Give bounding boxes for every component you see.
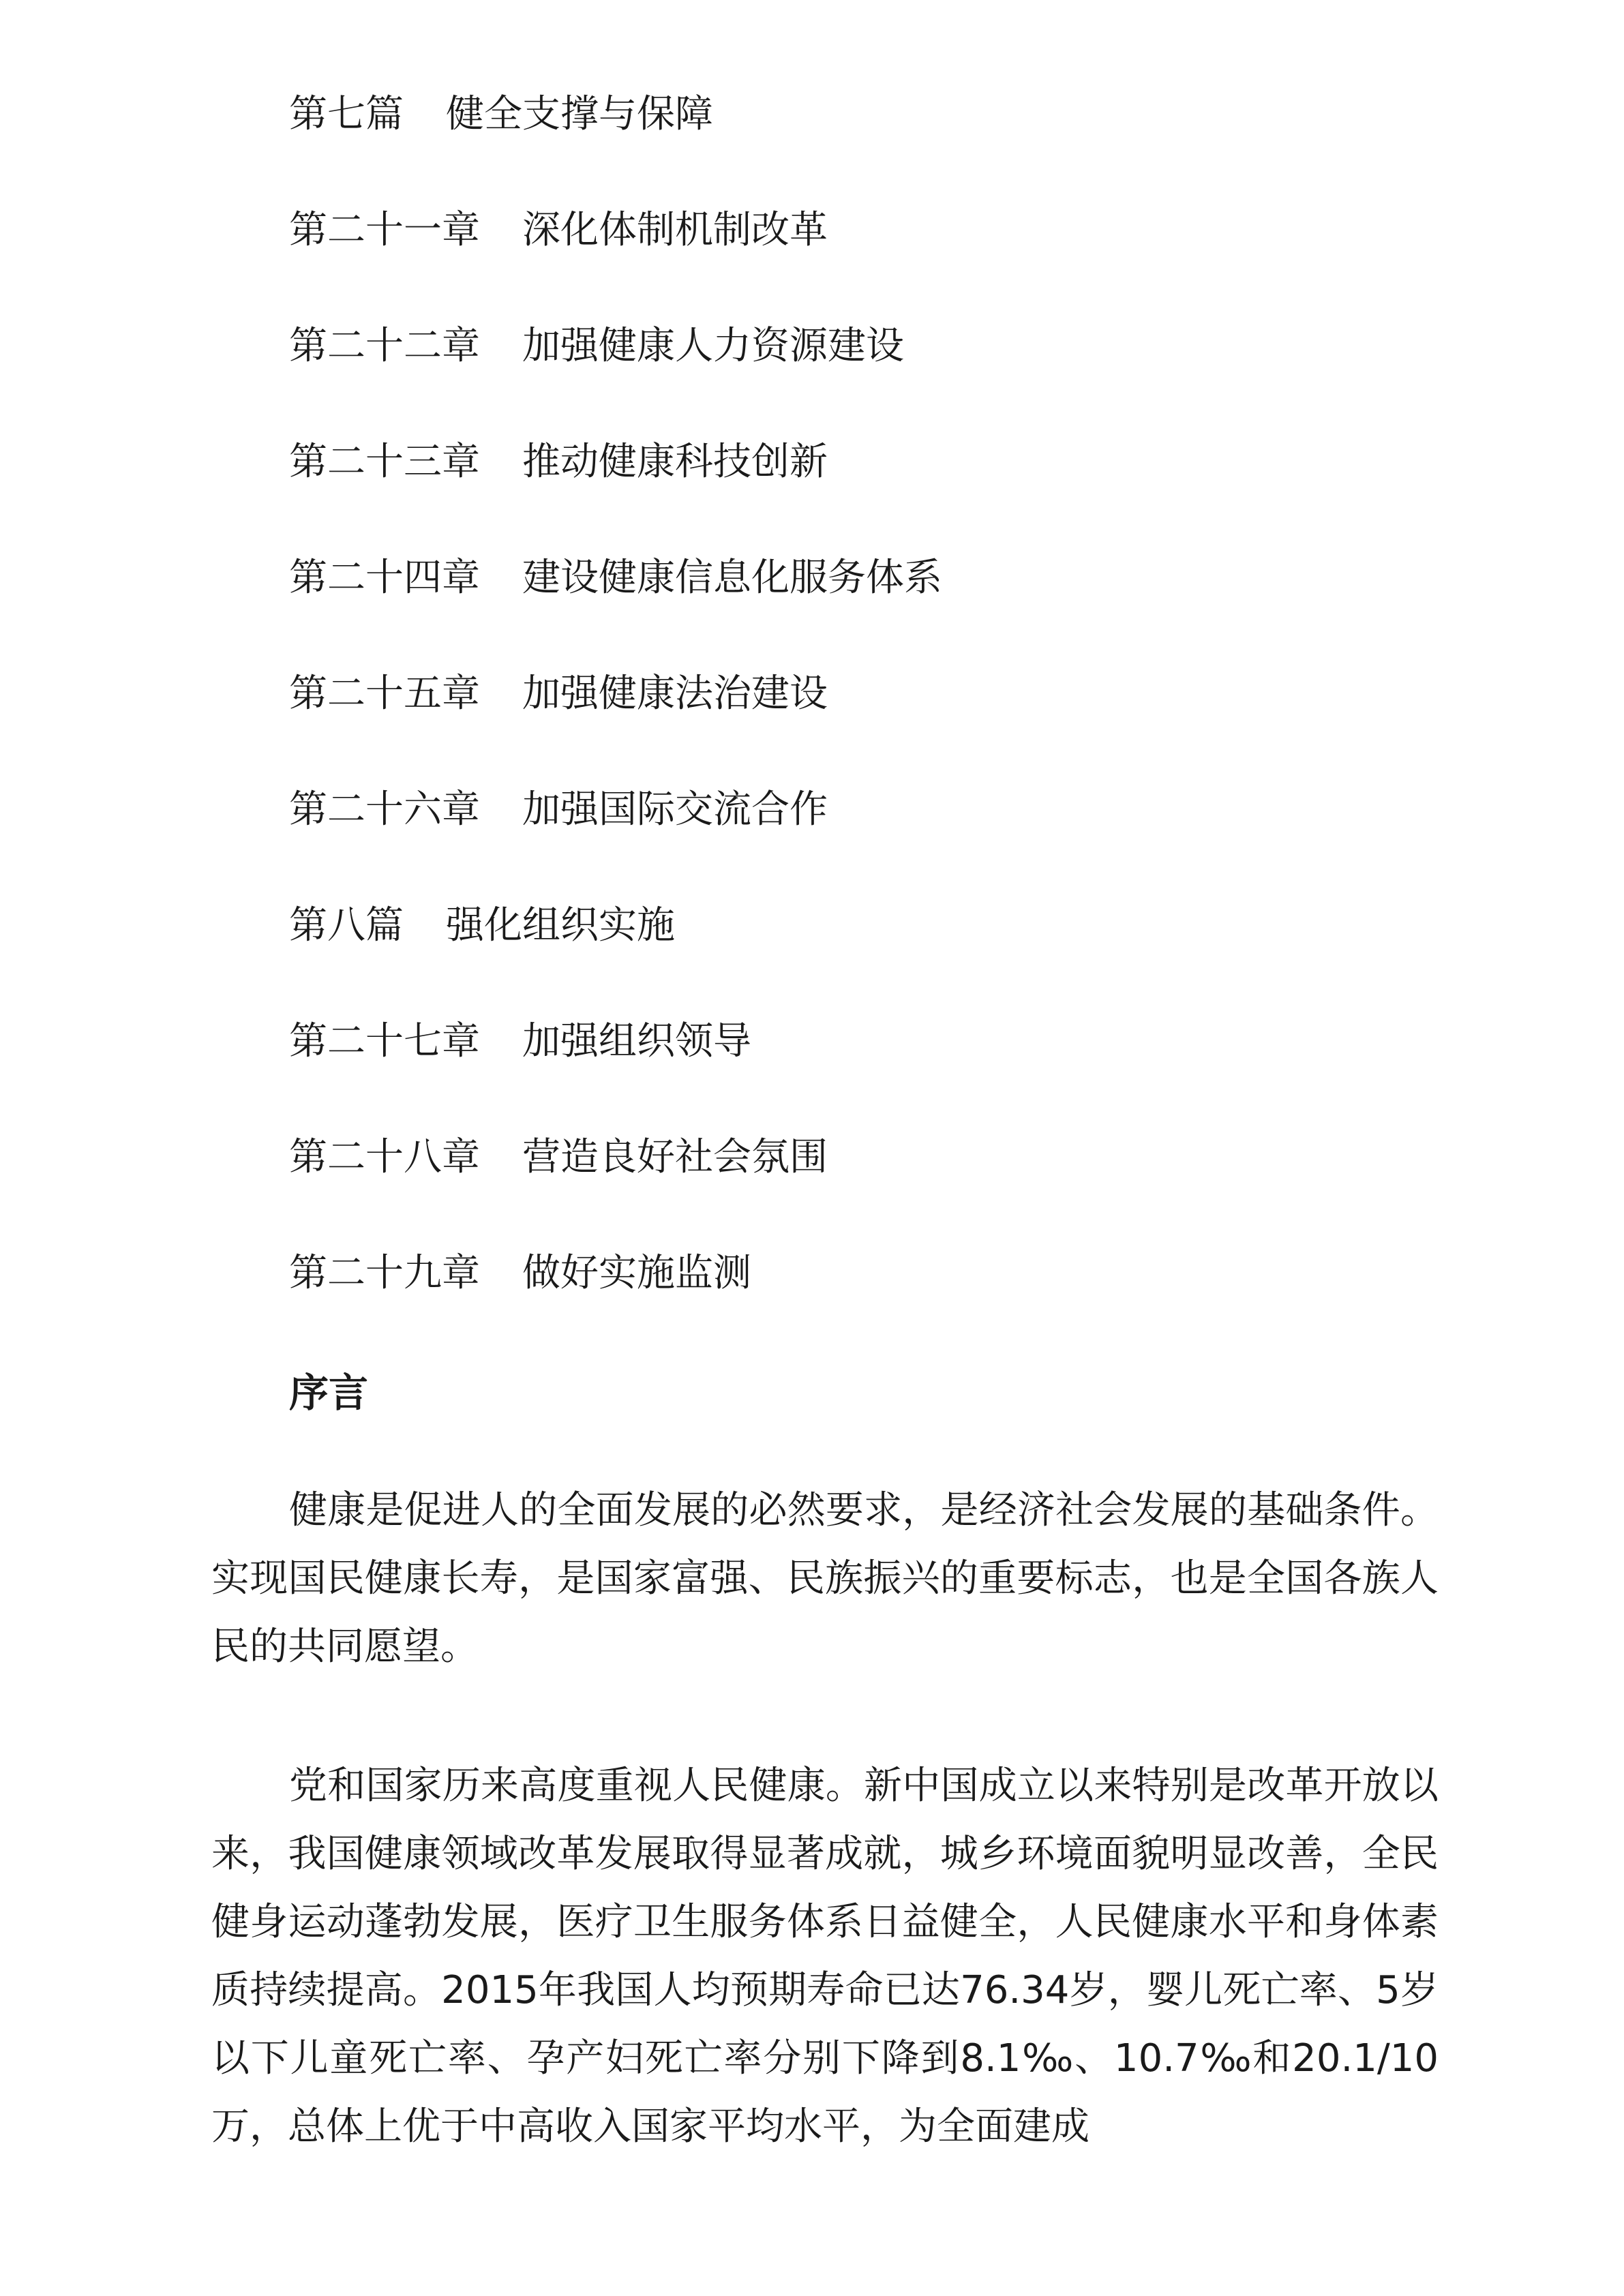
toc-entry	[289, 1014, 751, 1069]
toc-entry-number: 第二十二章	[289, 324, 480, 368]
toc-entry-number: 第二十五章	[289, 671, 480, 716]
preface-paragraph: 健康是促进人的全面发展的必然要求，是经济社会发展的基础条件。实现国民健康长寿，是国家富强、民族振兴的重要标志，也是全国各族人民的共同愿望。	[211, 1488, 1439, 1669]
toc-entry	[289, 87, 713, 142]
toc-entry	[289, 551, 942, 605]
toc-entry-title: 做好实施监测	[522, 1251, 751, 1295]
toc-entry-title: 加强组织领导	[522, 1019, 751, 1063]
preface-paragraph: 党和国家历来高度重视人民健康。新中国成立以来特别是改革开放以来，我国健康领域改革发展取得显著成就，城乡环境面貌明显改善，全民健身运动蓬勃发展，医疗卫生服务体系日益健全，人民健康水平和身体素质持续提高。2015年我国人均预期寿命已达76.34岁，婴儿死亡率、5岁以下儿童死亡率、孕产妇死亡率分别下降到8.1‰、10.7‰和20.1/10万，总体上优于中高收入国家平均水平，为全面建成	[211, 1764, 1439, 2149]
toc-entry-title: 加强国际交流合作	[522, 787, 828, 832]
toc-entry-title: 深化体制机制改革	[522, 208, 828, 252]
toc-entry-title: 加强健康人力资源建设	[522, 324, 904, 368]
toc-entry-number: 第七篇	[289, 92, 404, 136]
toc-entry-number: 第二十九章	[289, 1251, 480, 1295]
toc-entry	[289, 435, 828, 489]
toc-entry	[289, 783, 828, 837]
toc-entry	[289, 319, 904, 374]
toc-entry-number: 第二十七章	[289, 1019, 480, 1063]
preface-heading: 序言	[289, 1370, 369, 1416]
toc-entry	[289, 1246, 751, 1301]
toc-entry	[289, 898, 675, 953]
toc-entry-title: 强化组织实施	[446, 903, 675, 948]
toc-entry-number: 第二十六章	[289, 787, 480, 832]
toc-entry	[289, 667, 828, 721]
toc-entry	[289, 1130, 828, 1185]
toc-entry-title: 营造良好社会氛围	[522, 1135, 828, 1179]
toc-entry-number: 第八篇	[289, 903, 404, 948]
toc-entry-number: 第二十三章	[289, 440, 480, 484]
toc-entry-title: 建设健康信息化服务体系	[522, 556, 942, 600]
toc-entry-title: 加强健康法治建设	[522, 671, 828, 716]
toc-entry-title: 健全支撑与保障	[446, 92, 713, 136]
toc-entry-title: 推动健康科技创新	[522, 440, 828, 484]
toc-entry	[289, 203, 828, 258]
toc-entry-number: 第二十四章	[289, 556, 480, 600]
toc-entry-number: 第二十八章	[289, 1135, 480, 1179]
toc-entry-number: 第二十一章	[289, 208, 480, 252]
